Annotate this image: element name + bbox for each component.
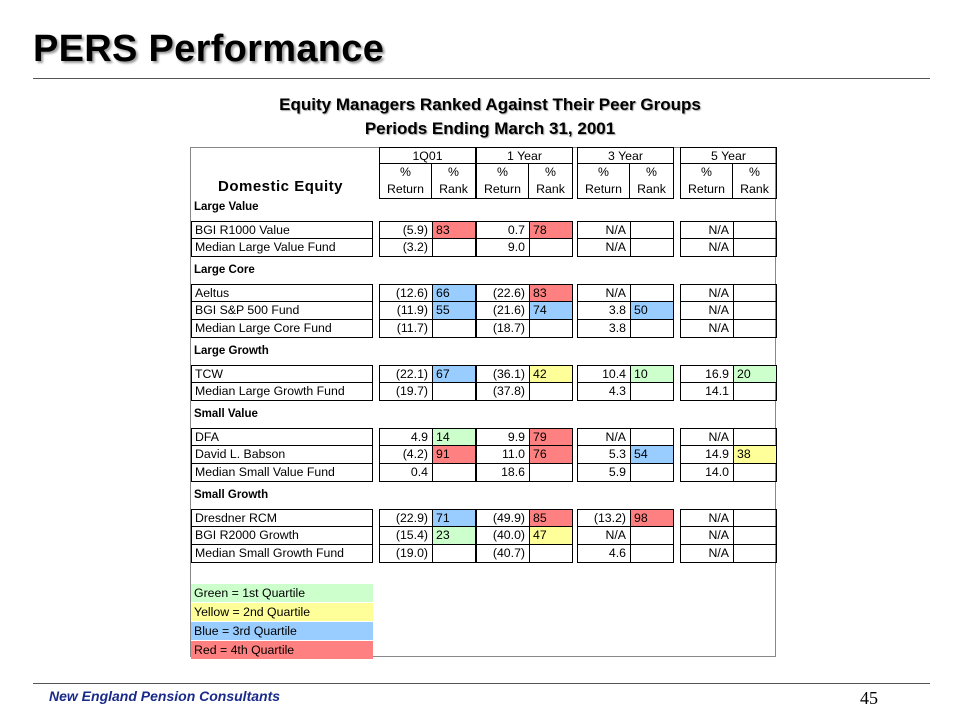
pct-label: % bbox=[630, 164, 674, 182]
rank-cell bbox=[630, 383, 674, 401]
return-cell: (19.7) bbox=[379, 383, 432, 401]
rank-cell: 66 bbox=[432, 284, 476, 302]
manager-name: DFA bbox=[191, 428, 373, 446]
rank-header: Rank bbox=[630, 181, 674, 199]
return-cell: N/A bbox=[577, 221, 630, 239]
pct-label: % bbox=[680, 164, 733, 182]
pct-label: % bbox=[476, 164, 529, 182]
period-header: 1Q01 bbox=[379, 147, 476, 164]
category-label: Large Value bbox=[194, 201, 259, 213]
return-header: Return bbox=[577, 181, 630, 199]
return-cell: N/A bbox=[680, 221, 733, 239]
return-cell: N/A bbox=[680, 284, 733, 302]
rank-cell: 14 bbox=[432, 428, 476, 446]
return-header: Return bbox=[379, 181, 432, 199]
rank-cell: 42 bbox=[529, 365, 573, 383]
category-label: Small Value bbox=[194, 408, 258, 420]
return-cell: N/A bbox=[680, 509, 733, 527]
return-cell: 11.0 bbox=[476, 446, 529, 464]
return-cell: (40.7) bbox=[476, 545, 529, 563]
return-cell: N/A bbox=[680, 545, 733, 563]
return-cell: 14.1 bbox=[680, 383, 733, 401]
rank-header: Rank bbox=[733, 181, 777, 199]
rank-cell: 74 bbox=[529, 302, 573, 320]
pct-label: % bbox=[733, 164, 777, 182]
rank-cell bbox=[630, 527, 674, 545]
manager-name: Median Large Growth Fund bbox=[191, 383, 373, 401]
rank-cell bbox=[733, 545, 777, 563]
rank-cell bbox=[733, 527, 777, 545]
pct-label: % bbox=[432, 164, 476, 182]
return-header: Return bbox=[680, 181, 733, 199]
rank-cell: 10 bbox=[630, 365, 674, 383]
rank-cell: 50 bbox=[630, 302, 674, 320]
rank-cell: 67 bbox=[432, 365, 476, 383]
return-cell: N/A bbox=[680, 320, 733, 338]
rank-cell bbox=[630, 428, 674, 446]
period-header: 5 Year bbox=[680, 147, 777, 164]
rank-cell: 83 bbox=[432, 221, 476, 239]
rank-cell bbox=[432, 383, 476, 401]
rank-cell: 47 bbox=[529, 527, 573, 545]
return-cell: (11.7) bbox=[379, 320, 432, 338]
return-cell: 9.9 bbox=[476, 428, 529, 446]
legend-item-green: Green = 1st Quartile bbox=[191, 584, 373, 602]
return-cell: 0.7 bbox=[476, 221, 529, 239]
return-cell: 10.4 bbox=[577, 365, 630, 383]
return-cell: N/A bbox=[577, 284, 630, 302]
rank-cell bbox=[630, 284, 674, 302]
return-cell: 5.3 bbox=[577, 446, 630, 464]
rank-cell: 54 bbox=[630, 446, 674, 464]
page-title: PERS Performance bbox=[33, 28, 385, 70]
category-label: Small Growth bbox=[194, 489, 269, 501]
pct-label: % bbox=[577, 164, 630, 182]
return-cell: (11.9) bbox=[379, 302, 432, 320]
rank-cell bbox=[529, 545, 573, 563]
rank-cell bbox=[529, 383, 573, 401]
return-cell: (40.0) bbox=[476, 527, 529, 545]
legend-item-yellow: Yellow = 2nd Quartile bbox=[191, 603, 373, 621]
return-cell: (37.8) bbox=[476, 383, 529, 401]
rank-header: Rank bbox=[529, 181, 573, 199]
rank-cell: 23 bbox=[432, 527, 476, 545]
rank-cell bbox=[630, 464, 674, 482]
rank-cell bbox=[630, 221, 674, 239]
return-cell: 9.0 bbox=[476, 239, 529, 257]
rank-cell: 71 bbox=[432, 509, 476, 527]
return-cell: (22.1) bbox=[379, 365, 432, 383]
return-cell: N/A bbox=[680, 302, 733, 320]
table-title: Domestic Equity bbox=[218, 178, 344, 195]
return-cell: 18.6 bbox=[476, 464, 529, 482]
manager-name: TCW bbox=[191, 365, 373, 383]
return-cell: (21.6) bbox=[476, 302, 529, 320]
category-label: Large Growth bbox=[194, 345, 269, 357]
manager-name: Aeltus bbox=[191, 284, 373, 302]
return-cell: (13.2) bbox=[577, 509, 630, 527]
return-cell: 4.3 bbox=[577, 383, 630, 401]
return-cell: 3.8 bbox=[577, 320, 630, 338]
return-cell: N/A bbox=[577, 527, 630, 545]
pct-label: % bbox=[529, 164, 573, 182]
footer-divider bbox=[33, 683, 930, 684]
return-cell: (49.9) bbox=[476, 509, 529, 527]
rank-cell bbox=[733, 383, 777, 401]
return-cell: (4.2) bbox=[379, 446, 432, 464]
manager-name: Dresdner RCM bbox=[191, 509, 373, 527]
manager-name: BGI S&P 500 Fund bbox=[191, 302, 373, 320]
period-header: 3 Year bbox=[577, 147, 674, 164]
return-cell: N/A bbox=[577, 428, 630, 446]
return-cell: 3.8 bbox=[577, 302, 630, 320]
manager-name: Median Small Growth Fund bbox=[191, 545, 373, 563]
rank-cell: 85 bbox=[529, 509, 573, 527]
return-cell: 16.9 bbox=[680, 365, 733, 383]
return-cell: (36.1) bbox=[476, 365, 529, 383]
return-cell: N/A bbox=[680, 428, 733, 446]
period-header: 1 Year bbox=[476, 147, 573, 164]
return-cell: N/A bbox=[680, 239, 733, 257]
return-header: Return bbox=[476, 181, 529, 199]
return-cell: (15.4) bbox=[379, 527, 432, 545]
footer-company: New England Pension Consultants bbox=[49, 688, 281, 704]
return-cell: (12.6) bbox=[379, 284, 432, 302]
rank-cell bbox=[733, 239, 777, 257]
rank-cell bbox=[432, 464, 476, 482]
rank-header: Rank bbox=[432, 181, 476, 199]
return-cell: (3.2) bbox=[379, 239, 432, 257]
return-cell: 0.4 bbox=[379, 464, 432, 482]
rank-cell bbox=[432, 545, 476, 563]
return-cell: 4.9 bbox=[379, 428, 432, 446]
rank-cell bbox=[630, 545, 674, 563]
return-cell: 14.0 bbox=[680, 464, 733, 482]
rank-cell: 83 bbox=[529, 284, 573, 302]
legend-item-red: Red = 4th Quartile bbox=[191, 641, 373, 659]
rank-cell bbox=[733, 284, 777, 302]
title-divider bbox=[33, 78, 930, 79]
rank-cell bbox=[529, 239, 573, 257]
return-cell: 4.6 bbox=[577, 545, 630, 563]
rank-cell: 98 bbox=[630, 509, 674, 527]
return-cell: N/A bbox=[577, 239, 630, 257]
return-cell: 5.9 bbox=[577, 464, 630, 482]
manager-name: Median Small Value Fund bbox=[191, 464, 373, 482]
legend-item-blue: Blue = 3rd Quartile bbox=[191, 622, 373, 640]
rank-cell: 38 bbox=[733, 446, 777, 464]
manager-name: BGI R1000 Value bbox=[191, 221, 373, 239]
rank-cell: 76 bbox=[529, 446, 573, 464]
rank-cell bbox=[432, 239, 476, 257]
rank-cell bbox=[733, 221, 777, 239]
return-cell: (22.6) bbox=[476, 284, 529, 302]
pct-label: % bbox=[379, 164, 432, 182]
rank-cell bbox=[529, 464, 573, 482]
rank-cell: 78 bbox=[529, 221, 573, 239]
manager-name: David L. Babson bbox=[191, 446, 373, 464]
rank-cell: 91 bbox=[432, 446, 476, 464]
rank-cell bbox=[432, 320, 476, 338]
manager-name: Median Large Value Fund bbox=[191, 239, 373, 257]
rank-cell: 20 bbox=[733, 365, 777, 383]
rank-cell bbox=[733, 509, 777, 527]
rank-cell bbox=[630, 239, 674, 257]
return-cell: 14.9 bbox=[680, 446, 733, 464]
manager-name: BGI R2000 Growth bbox=[191, 527, 373, 545]
page-number: 45 bbox=[860, 688, 878, 708]
rank-cell: 55 bbox=[432, 302, 476, 320]
rank-cell bbox=[733, 464, 777, 482]
subtitle-line-2: Periods Ending March 31, 2001 bbox=[364, 119, 616, 138]
return-cell: N/A bbox=[680, 527, 733, 545]
manager-name: Median Large Core Fund bbox=[191, 320, 373, 338]
rank-cell bbox=[529, 320, 573, 338]
rank-cell bbox=[733, 320, 777, 338]
return-cell: (19.0) bbox=[379, 545, 432, 563]
return-cell: (5.9) bbox=[379, 221, 432, 239]
rank-cell: 79 bbox=[529, 428, 573, 446]
category-label: Large Core bbox=[194, 264, 255, 276]
rank-cell bbox=[733, 428, 777, 446]
rank-cell bbox=[630, 320, 674, 338]
return-cell: (18.7) bbox=[476, 320, 529, 338]
return-cell: (22.9) bbox=[379, 509, 432, 527]
subtitle-line-1: Equity Managers Ranked Against Their Peer Groups bbox=[279, 95, 701, 114]
rank-cell bbox=[733, 302, 777, 320]
